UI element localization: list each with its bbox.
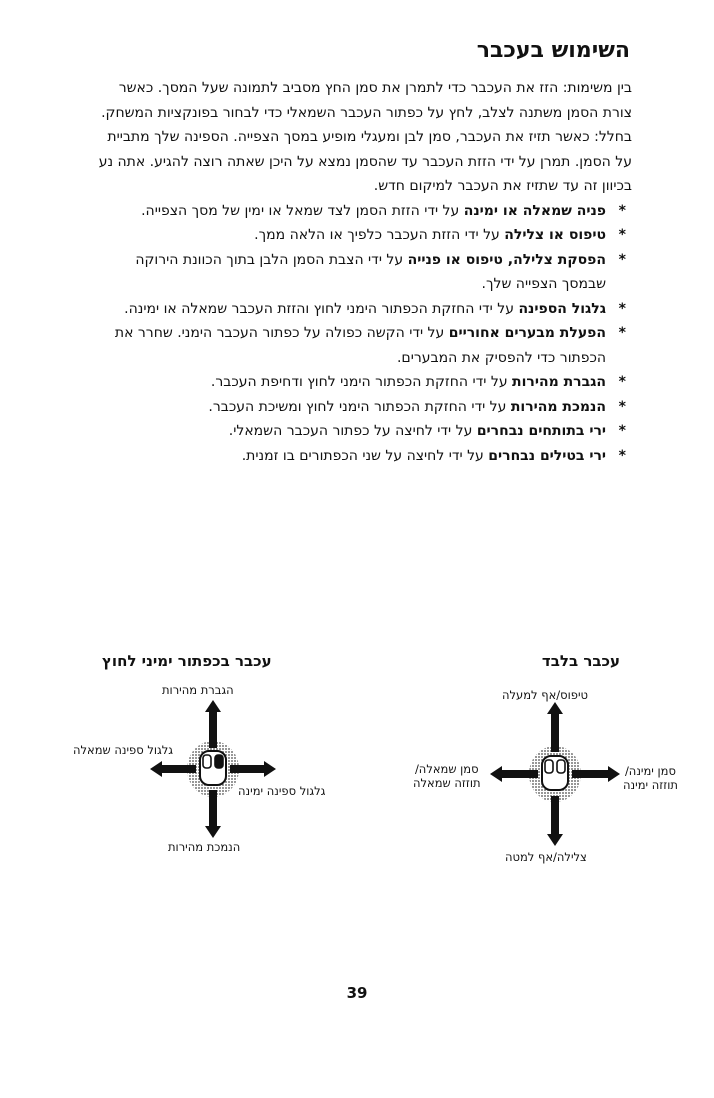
paragraph-between-missions: בין משימות: הזז את העכבר כדי לתמרן את סמן החץ מסביב לתמונה שעל המסך. כאשר צורת הסמן משתנה לצלב, לחץ על כפתור העכבר השמאלי כדי לבחור בפונקציות המשחק. xyxy=(101,80,632,121)
list-item-term: הפסקת צלילה, טיפוס או פנייה xyxy=(407,251,606,268)
bullet-star-icon: * xyxy=(618,374,626,390)
page-title: השימוש בעכבר xyxy=(476,38,630,63)
list-item-text: על ידי הזזת העכבר כלפיך או הלאה ממך. xyxy=(254,227,505,243)
diagram-mouse-only-up-label: טיפוס/אף למעלה xyxy=(502,688,588,702)
list-item xyxy=(92,444,632,469)
list-item-text: על ידי החזקת הכפתור הימני לחוץ והזזת העכבר שמאלה או ימינה. xyxy=(124,300,519,317)
list-item-text: על ידי הקשה כפולה על כפתור העכבר הימני. שחרר את הכפתור כדי להפסיק את המבערים. xyxy=(114,325,606,366)
diagram-right-button-up-label: הגברת מהירות xyxy=(162,683,234,697)
list-item-term: הפעלת מבערים אחוריים xyxy=(448,325,606,341)
bullet-star-icon: * xyxy=(618,227,626,243)
bullet-star-icon: * xyxy=(618,398,626,415)
bullet-star-icon: * xyxy=(618,300,626,317)
diagram-right-button-right-label: גלגול ספינה ימינה xyxy=(238,784,326,798)
list-item-term: פניה שמאלה או ימינה xyxy=(463,202,606,219)
list-item-text: על ידי הזזת הסמן לצד שמאל או ימין של מסך הצפייה. xyxy=(141,202,464,219)
diagram-right-button-title: עכבר בכפתור ימיני לחוץ xyxy=(102,652,272,670)
list-item-text: על ידי לחיצה על כפתור העכבר השמאלי. xyxy=(228,423,477,439)
diagram-mouse-only-left-label: סמן שמאלה/ תוזזה שמאלה xyxy=(413,762,481,790)
paragraph-in-space: בחלל: כאשר תזיז את העכבר, סמן לבן ומעגלי מופיע במסך הצפייה. הספינה שלך מתביית על הסמן. תמרן על ידי הזזת העכבר עד שהסמן נמצא על היכן שאתה רוצה להגיע. אתה נע בכיוון זה עד שתזיז את העכבר למיקום חדש. xyxy=(98,129,632,194)
diagram-mouse-only-down-label: צלילה/אף למטה xyxy=(505,850,587,864)
bullet-star-icon: * xyxy=(618,447,626,464)
diagram-right-button-left-label: גלגול ספינה שמאלה xyxy=(73,743,174,757)
list-item-text: על ידי החזקת הכפתור הימני לחוץ ודחיפת העכבר. xyxy=(210,374,513,390)
list-item-text: על ידי החזקת הכפתור הימני לחוץ ומשיכת העכבר. xyxy=(208,398,511,415)
list-item-term: הגברת מהירות xyxy=(512,374,606,390)
list-item-term: ירי בטילים נבחרים xyxy=(488,447,606,464)
bullet-star-icon: * xyxy=(618,325,626,341)
mouse-arrows-icon xyxy=(490,702,620,846)
bullet-star-icon: * xyxy=(618,423,626,439)
list-item-term: ירי בתותחים נבחרים xyxy=(476,423,606,439)
diagram-mouse-only-title: עכבר בלבד xyxy=(541,652,620,670)
bullet-star-icon: * xyxy=(618,202,626,219)
list-item xyxy=(92,370,632,395)
list-item xyxy=(92,199,632,224)
list-item xyxy=(92,321,632,370)
bullet-star-icon: * xyxy=(618,251,626,268)
list-item xyxy=(92,248,632,297)
list-item xyxy=(92,223,632,248)
list-item-text: על ידי הצבת הסמן הלבן בתוך הכוונת הירוקה שבמסך הצפייה שלך. xyxy=(135,251,606,292)
list-item xyxy=(92,395,632,420)
body-text xyxy=(92,76,632,468)
list-item-term: גלגול הספינה xyxy=(518,300,606,317)
controls-list xyxy=(92,199,632,469)
mouse-right-button-arrows-icon xyxy=(150,700,276,838)
page-number: 39 xyxy=(346,984,368,1002)
list-item xyxy=(92,297,632,322)
list-item-term: טיפוס או צלילה xyxy=(504,227,606,243)
list-item-term: הנמכת מהירות xyxy=(510,398,606,415)
diagram-right-button-down-label: הנמכת מהירות xyxy=(168,840,241,854)
list-item xyxy=(92,419,632,444)
diagram-mouse-only-right-label: סמן ימינה/ תוזזה ימינה xyxy=(623,764,678,792)
list-item-text: על ידי לחיצה על שני הכפתורים בו זמנית. xyxy=(241,447,489,464)
